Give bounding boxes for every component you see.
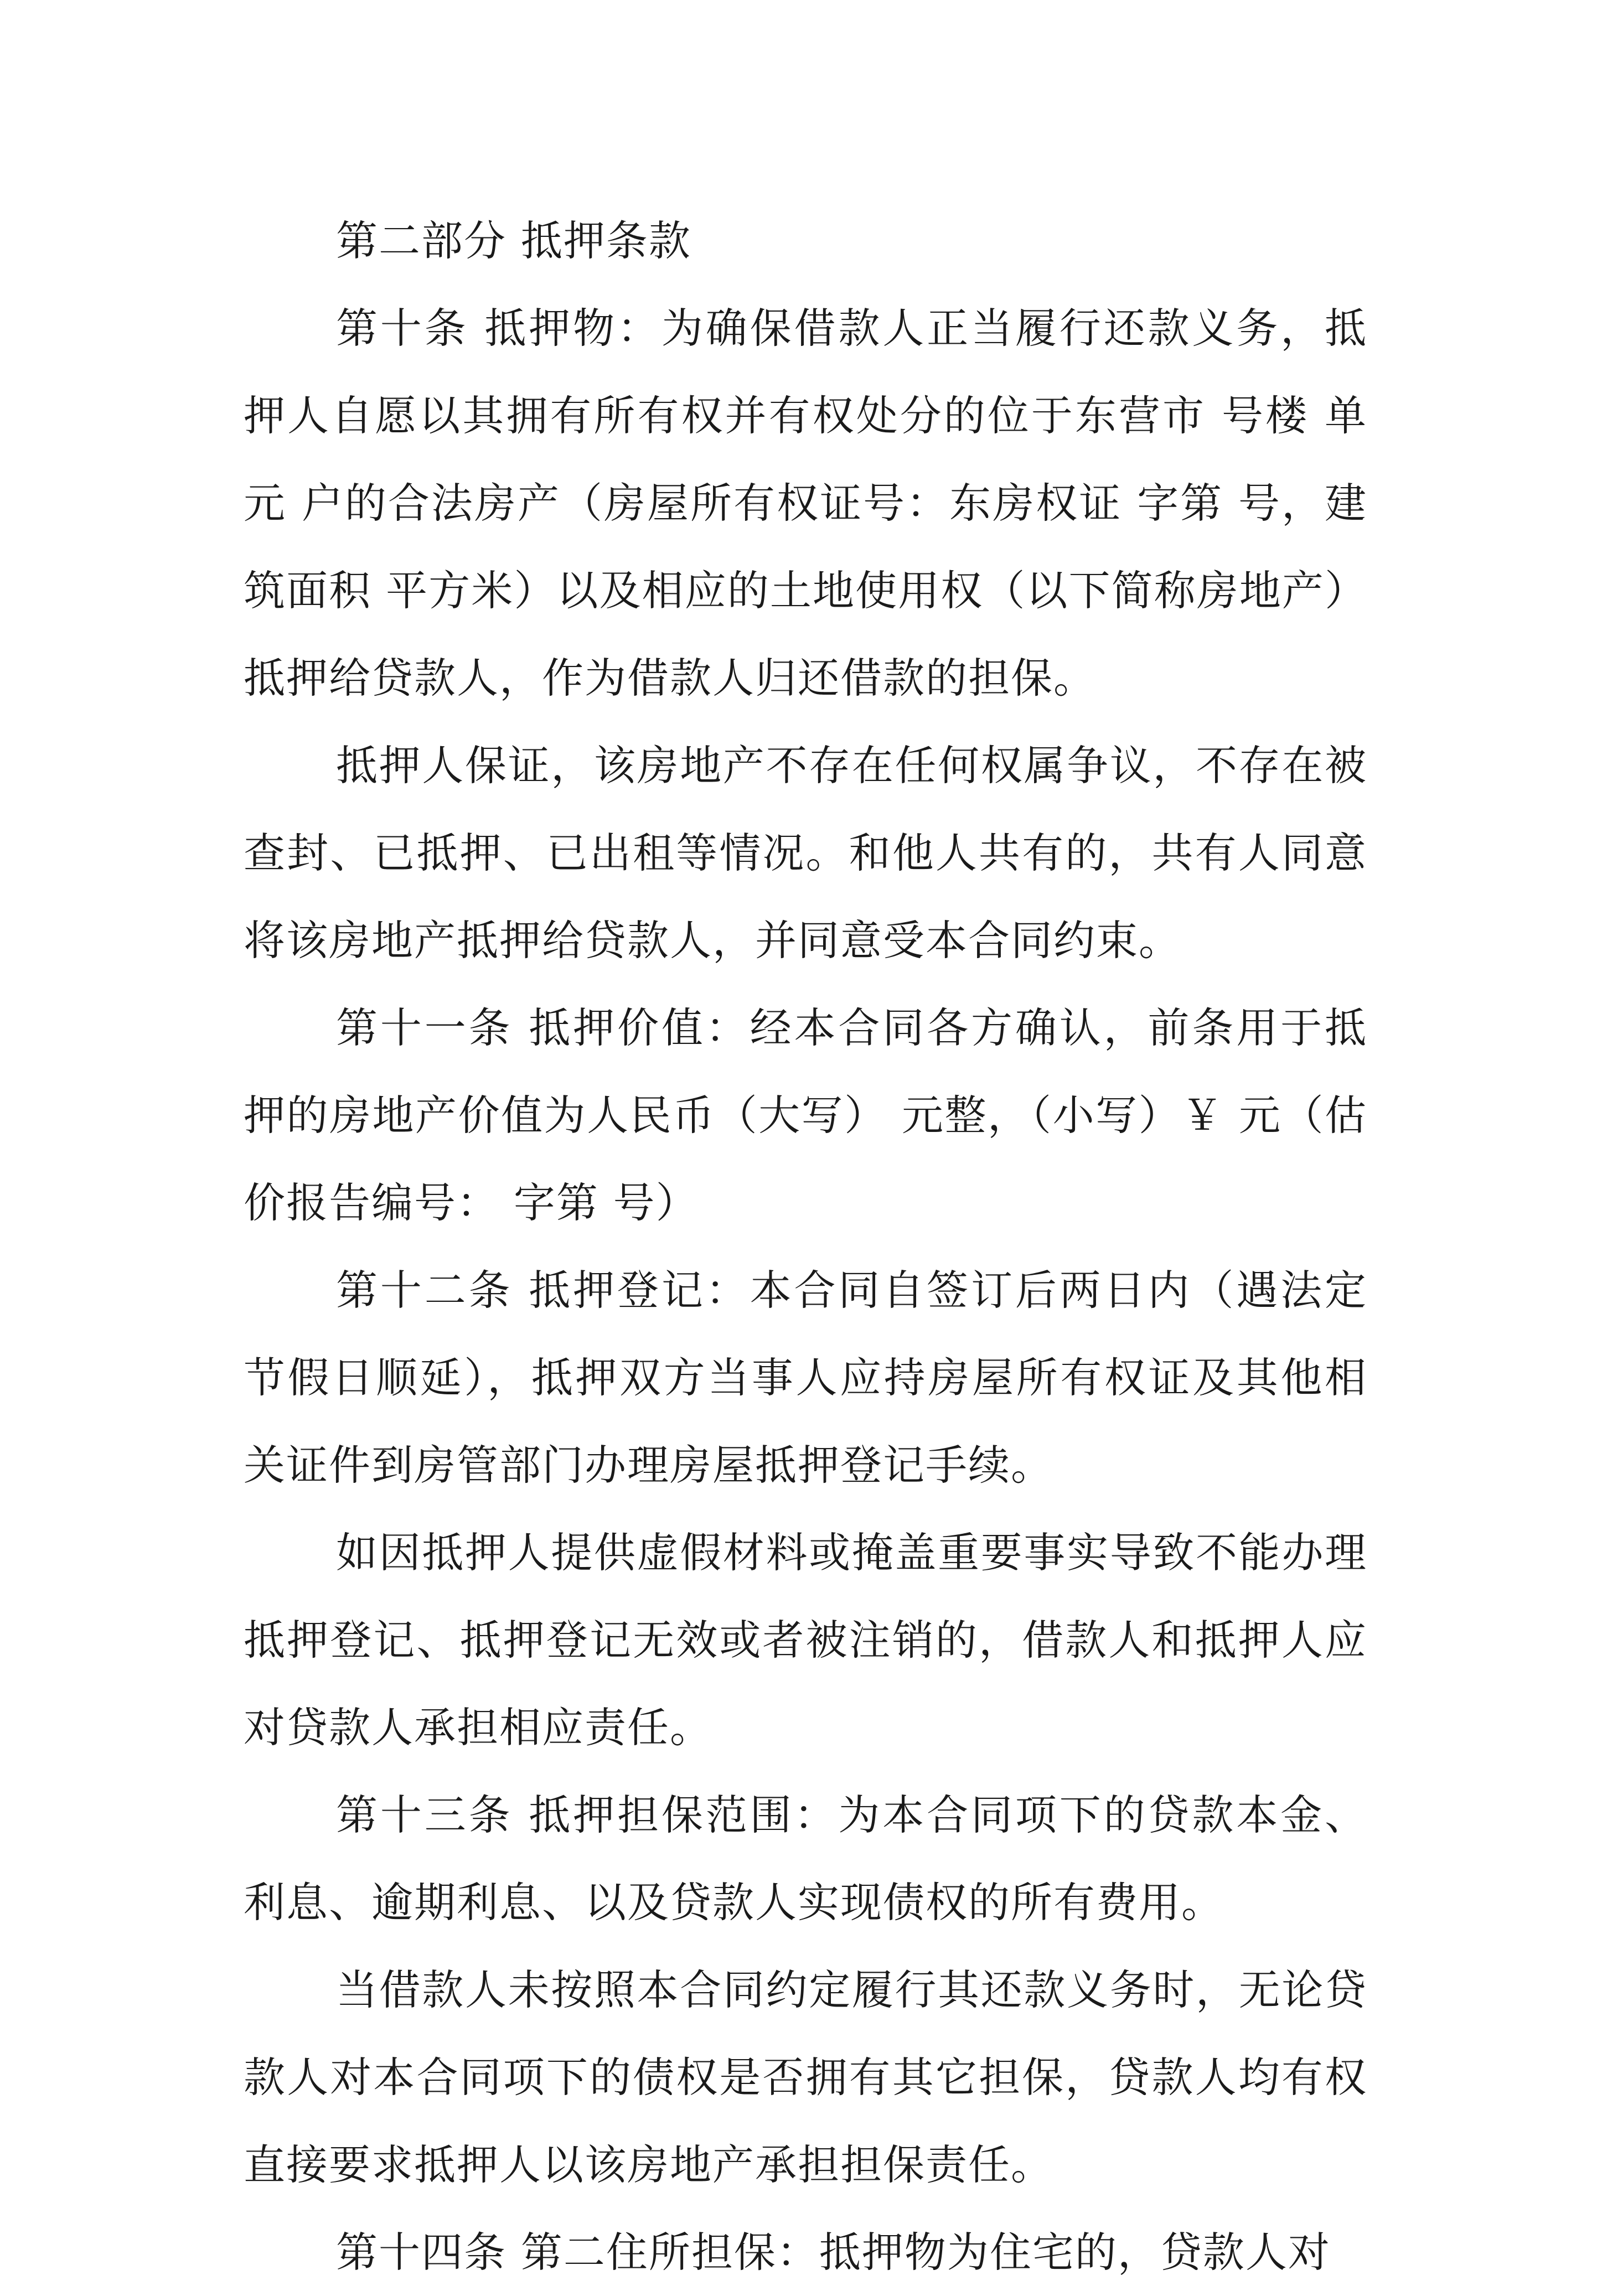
article-10-paragraph: 第十条 抵押物：为确保借款人正当履行还款义务，抵押人自愿以其拥有所有权并有权处分的位于东营市 号楼 单元 户的合法房产（房屋所有权证号：东房权证 字第 号，建筑面积 平方米）以及相应的土地使用权（以下简称房地产）抵押给贷款人，作为借款人归还借款的担保。 [244,304,1367,702]
document-body [244,197,1367,2296]
article-13-enforcement-paragraph: 当借款人未按照本合同约定履行其还款义务时，无论贷款人对本合同项下的债权是否拥有其它担保，贷款人均有权直接要求抵押人以该房地产承担担保责任。 [244,1966,1367,2189]
article-12-liability-paragraph: 如因抵押人提供虚假材料或掩盖重要事实导致不能办理抵押登记、抵押登记无效或者被注销的，借款人和抵押人应对贷款人承担相应责任。 [244,1528,1367,1752]
section-heading: 第二部分 抵押条款 [336,216,691,265]
article-12-paragraph: 第十二条 抵押登记：本合同自签订后两日内（遇法定节假日顺延），抵押双方当事人应持房屋所有权证及其他相关证件到房管部门办理房屋抵押登记手续。 [244,1266,1367,1490]
article-13-paragraph: 第十三条 抵押担保范围：为本合同项下的贷款本金、利息、逾期利息、以及贷款人实现债权的所有费用。 [244,1791,1367,1927]
article-10-guarantee-paragraph: 抵押人保证，该房地产不存在任何权属争议，不存在被查封、已抵押、已出租等情况。和他人共有的，共有人同意将该房地产抵押给贷款人，并同意受本合同约束。 [244,741,1367,965]
article-14-paragraph: 第十四条 第二住所担保：抵押物为住宅的，贷款人对 [336,2228,1331,2277]
article-11-paragraph: 第十一条 抵押价值：经本合同各方确认，前条用于抵押的房地产价值为人民币（大写） 元整，（小写）￥ 元（估价报告编号： 字第 号） [244,1004,1367,1227]
